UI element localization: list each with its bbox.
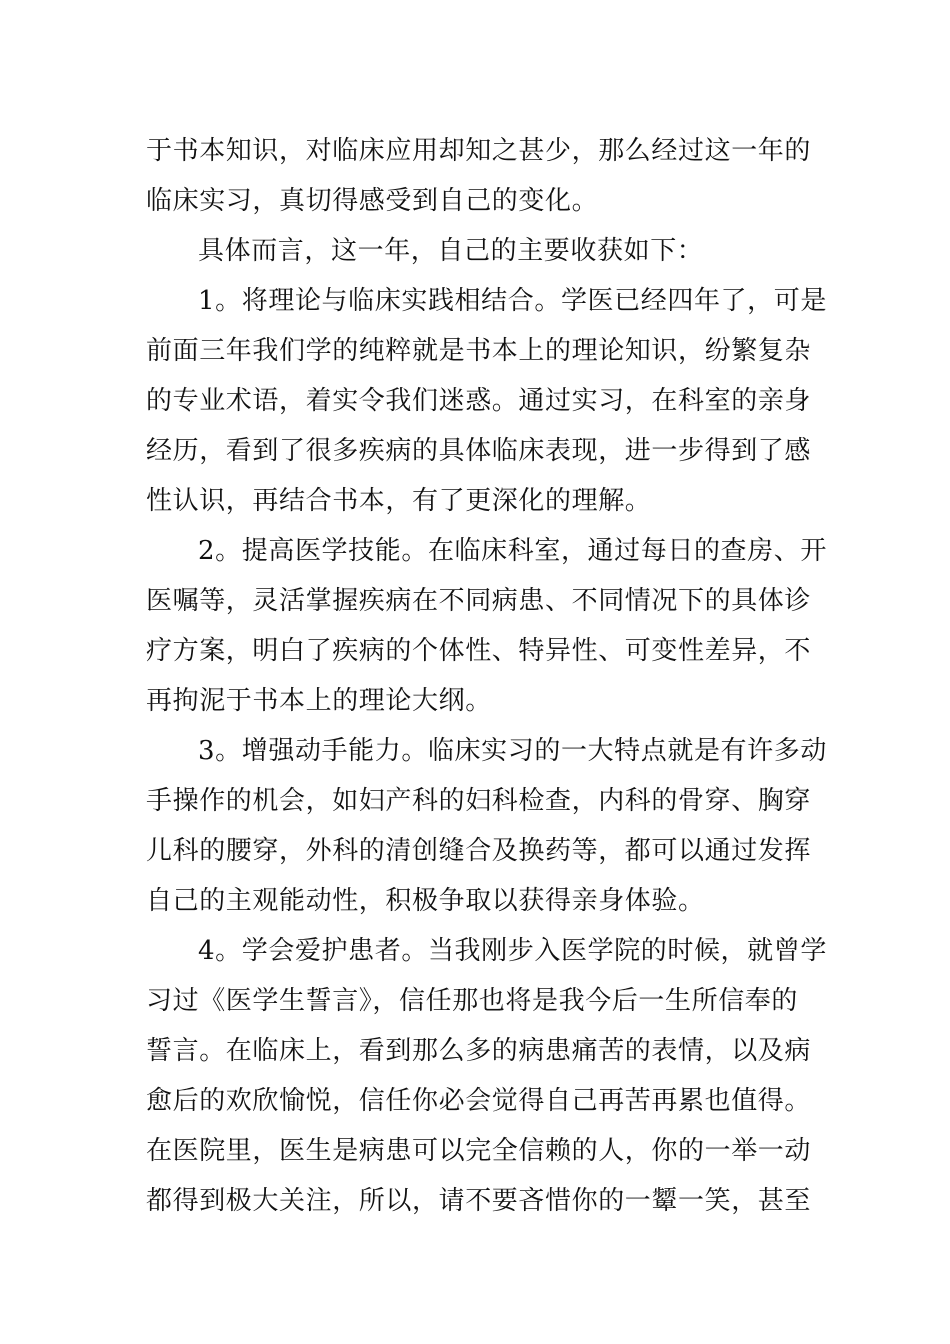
text-line: 性认识，再结合书本，有了更深化的理解。 bbox=[146, 486, 652, 516]
paragraph-start-line: 3。增强动手能力。临床实习的一大特点就是有许多动 bbox=[198, 736, 827, 766]
text-line: 誓言。在临床上，看到那么多的病患痛苦的表情，以及病 bbox=[146, 1036, 812, 1066]
text-line: 医嘱等，灵活掌握疾病在不同病患、不同情况下的具体诊 bbox=[146, 586, 812, 616]
text-line: 的专业术语，着实令我们迷惑。通过实习，在科室的亲身 bbox=[146, 386, 812, 416]
text-line: 经历，看到了很多疾病的具体临床表现，进一步得到了感 bbox=[146, 436, 812, 466]
paragraph-start-line: 4。学会爱护患者。当我刚步入医学院的时候，就曾学 bbox=[198, 936, 827, 966]
text-line: 再拘泥于书本上的理论大纲。 bbox=[146, 686, 492, 716]
body-text bbox=[146, 126, 827, 1226]
paragraph-start-line: 1。将理论与临床实践相结合。学医已经四年了，可是 bbox=[198, 286, 827, 316]
text-line: 手操作的机会，如妇产科的妇科检查，内科的骨穿、胸穿 bbox=[146, 786, 812, 816]
text-line: 愈后的欢欣愉悦，信任你必会觉得自己再苦再累也值得。 bbox=[146, 1086, 812, 1116]
text-line: 自己的主观能动性，积极争取以获得亲身体验。 bbox=[146, 886, 705, 916]
text-line: 习过《医学生誓言》，信任那也将是我今后一生所信奉的 bbox=[146, 986, 799, 1016]
text-line: 前面三年我们学的纯粹就是书本上的理论知识，纷繁复杂 bbox=[146, 336, 812, 366]
text-line: 疗方案，明白了疾病的个体性、特异性、可变性差异，不 bbox=[146, 636, 812, 666]
text-line: 儿科的腰穿，外科的清创缝合及换药等，都可以通过发挥 bbox=[146, 836, 812, 866]
text-line: 于书本知识，对临床应用却知之甚少，那么经过这一年的 bbox=[146, 136, 812, 166]
text-line: 都得到极大关注，所以，请不要吝惜你的一颦一笑，甚至 bbox=[146, 1186, 812, 1216]
paragraph-start-line: 具体而言，这一年，自己的主要收获如下： bbox=[198, 236, 704, 266]
text-line: 临床实习，真切得感受到自己的变化。 bbox=[146, 186, 599, 216]
text-line: 在医院里，医生是病患可以完全信赖的人，你的一举一动 bbox=[146, 1136, 812, 1166]
paragraph-start-line: 2。提高医学技能。在临床科室，通过每日的查房、开 bbox=[198, 536, 827, 566]
